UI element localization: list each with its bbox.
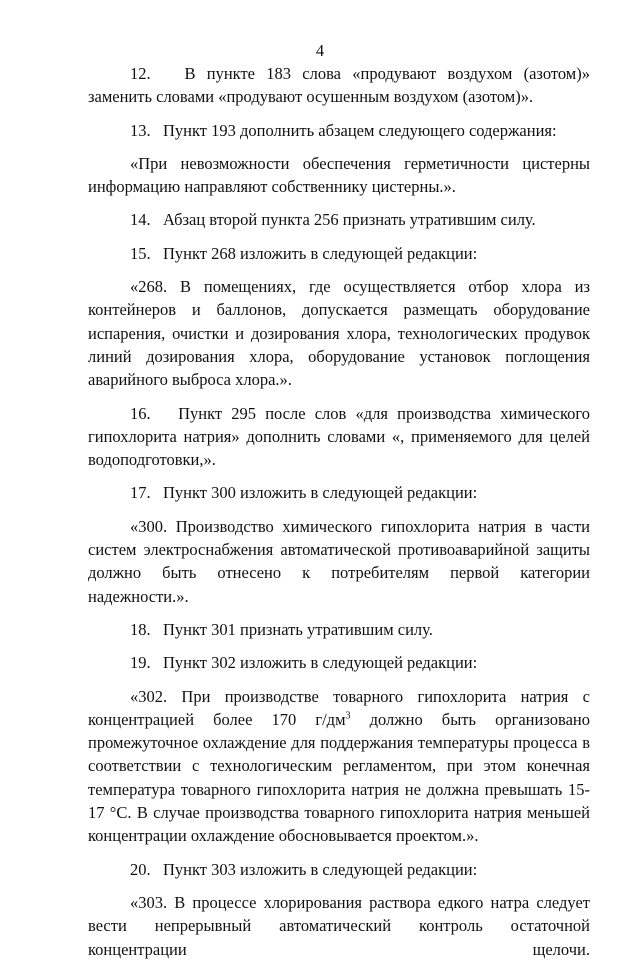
quote-302-text-start: «302. При производстве товарного гипохлорита натрия с концентрацией более 170 г/дм <box>88 686 590 729</box>
document-body <box>88 62 590 971</box>
paragraph-quote-300: «300. Производство химического гипохлорита натрия в части систем электроснабжения автоматической противоаварийной защиты должно быть отнесено к потребителям первой категории надежности.». <box>88 516 590 606</box>
paragraph-item-15: 15. Пункт 268 изложить в следующей редакции: <box>130 243 478 263</box>
paragraph-quote-268: «268. В помещениях, где осуществляется отбор хлора из контейнеров и баллонов, допускается размещать оборудование испарения, очистки и дозирования хлора, технологических продувок линий дозирования хлора, оборудование установок поглощения аварийного выброса хлора.». <box>88 277 590 390</box>
paragraph-item-16: 16. Пункт 295 после слов «для производства химического гипохлорита натрия» дополнить словами «, применяемого для целей водоподготовки,». <box>88 403 590 470</box>
paragraph-item-14: 14. Абзац второй пункта 256 признать утратившим силу. <box>130 210 536 230</box>
page-number: 4 <box>315 41 325 60</box>
paragraph-quote-193: «При невозможности обеспечения герметичности цистерны информацию направляют собственнику цистерны.». <box>88 153 590 197</box>
paragraph-quote-303: «303. В процессе хлорирования раствора едкого натра следует вести непрерывный автоматический контроль остаточной концентрации щелочи. <box>88 892 590 959</box>
paragraph-item-19: 19. Пункт 302 изложить в следующей редакции: <box>130 653 478 673</box>
paragraph-quote-302 <box>88 685 590 848</box>
paragraph-item-20: 20. Пункт 303 изложить в следующей редакции: <box>130 859 478 879</box>
paragraph-item-17: 17. Пункт 300 изложить в следующей редакции: <box>130 483 478 503</box>
paragraph-item-13: 13. Пункт 193 дополнить абзацем следующего содержания: <box>130 120 557 140</box>
quote-302-text-end: должно быть организовано промежуточное охлаждение для поддержания температуры процесса в соответствии с технологическим регламентом, при этом конечная температура товарного гипохлорита натрия не должна превышать 15-17 °С. В случае производства товарного гипохлорита натрия меньшей концентрации охлаждение обосновывается проектом.». <box>88 709 590 846</box>
paragraph-item-12: 12. В пункте 183 слова «продувают воздухом (азотом)» заменить словами «продувают осушенным воздухом (азотом)». <box>88 64 590 107</box>
paragraph-item-18: 18. Пункт 301 признать утратившим силу. <box>130 619 433 639</box>
superscript-three: 3 <box>345 710 351 722</box>
